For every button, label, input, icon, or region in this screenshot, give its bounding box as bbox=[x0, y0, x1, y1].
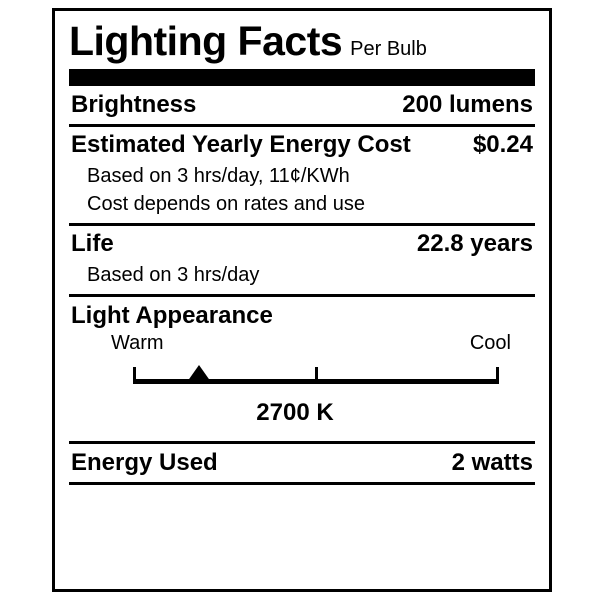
life-value: 22.8 years bbox=[416, 230, 533, 257]
brightness-row bbox=[67, 86, 537, 124]
scale-marker-triangle-icon bbox=[187, 365, 211, 382]
brightness-label: Brightness bbox=[71, 91, 197, 118]
title-divider-bar bbox=[69, 69, 535, 86]
energy-cost-note-2: Cost depends on rates and use bbox=[87, 193, 365, 215]
kelvin-value: 2700 K bbox=[256, 399, 334, 426]
label-inner bbox=[67, 17, 537, 589]
scale-tick-left bbox=[133, 367, 136, 384]
life-row bbox=[67, 226, 537, 262]
energy-used-label: Energy Used bbox=[71, 449, 218, 476]
scale-endpoint-labels bbox=[71, 332, 533, 357]
light-appearance-label: Light Appearance bbox=[71, 302, 273, 329]
title-sub-text: Per Bulb bbox=[350, 38, 427, 60]
energy-used-row bbox=[67, 444, 537, 482]
life-label: Life bbox=[71, 230, 114, 257]
scale-tick-right bbox=[496, 367, 499, 384]
brightness-value: 200 lumens bbox=[402, 91, 533, 118]
scale-tick-middle bbox=[315, 367, 318, 384]
life-note: Based on 3 hrs/day bbox=[87, 264, 260, 286]
scale-warm-label: Warm bbox=[111, 332, 164, 354]
light-appearance-scale bbox=[67, 332, 537, 441]
label-bottom-space bbox=[67, 485, 537, 545]
energy-cost-row bbox=[67, 127, 537, 163]
label-title bbox=[67, 17, 537, 65]
title-main-text: Lighting Facts bbox=[69, 18, 343, 64]
scale-track-wrap bbox=[133, 357, 499, 397]
energy-cost-label: Estimated Yearly Energy Cost bbox=[71, 131, 411, 158]
energy-cost-value: $0.24 bbox=[472, 131, 533, 158]
energy-used-value: 2 watts bbox=[451, 449, 533, 476]
energy-cost-note-1: Based on 3 hrs/day, 11¢/KWh bbox=[87, 165, 350, 187]
lighting-facts-label bbox=[52, 8, 552, 592]
scale-cool-label: Cool bbox=[469, 332, 511, 354]
